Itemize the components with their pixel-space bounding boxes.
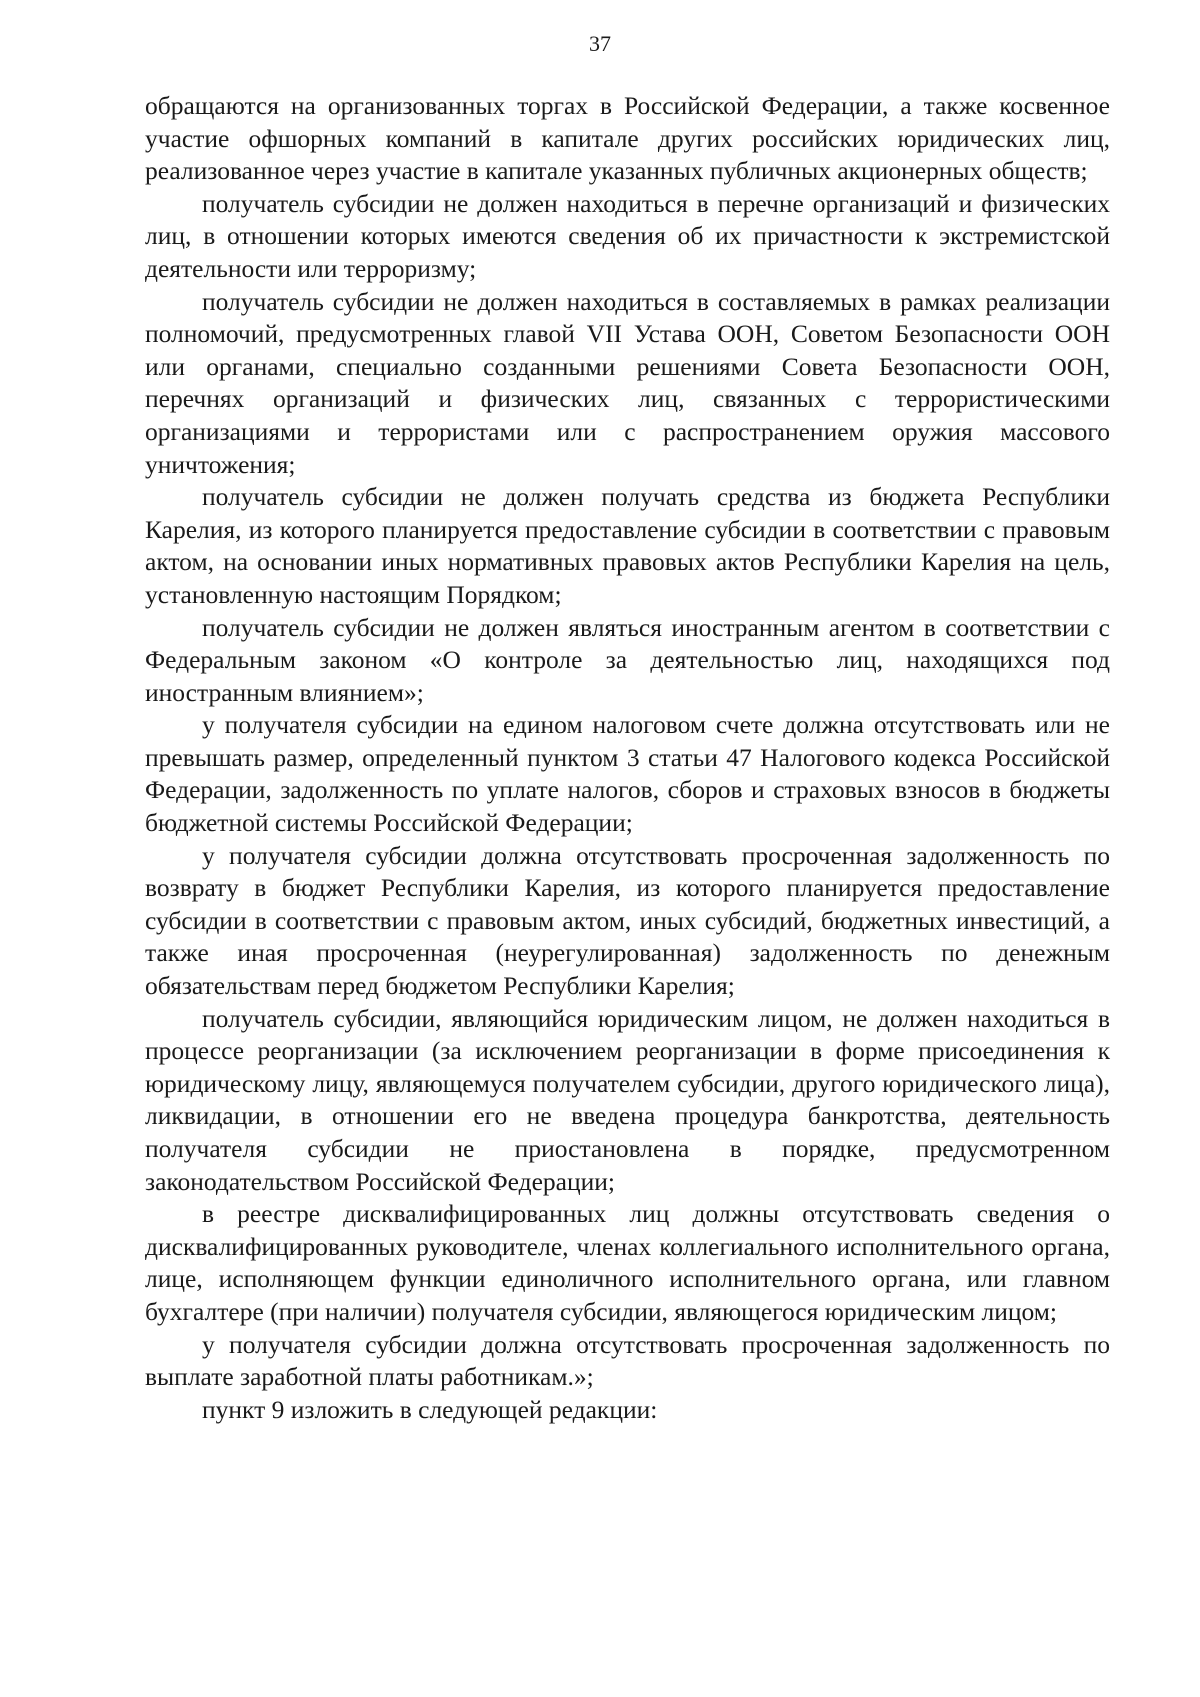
paragraph-extremism-list: получатель субсидии не должен находиться в перечне организаций и физических лиц, в отношении которых имеются сведения об их причастности к экстремистской деятельности или терроризму; [145,188,1110,283]
document-body [145,90,1110,1426]
paragraph-wage-arrears: у получателя субсидии должна отсутствовать просроченная задолженность по выплате заработной платы работникам.»; [145,1329,1110,1392]
paragraph-offshore-participation: обращаются на организованных торгах в Российской Федерации, а также косвенное участие офшорных компаний в капитале других российских юридических лиц, реализованное через участие в капитале указанных публичных акционерных обществ; [145,91,1110,186]
paragraph-tax-debt: у получателя субсидии на едином налоговом счете должна отсутствовать или не превышать размер, определенный пунктом 3 статьи 47 Налогового кодекса Российской Федерации, задолженность по уплате налогов, сборов и страховых взносов в бюджеты бюджетной системы Российской Федерации; [145,710,1110,838]
paragraph-overdue-budget-debt: у получателя субсидии должна отсутствовать просроченная задолженность по возврату в бюджет Республики Карелия, из которого планируется предоставление субсидии в соответствии с правовым актом, иных субсидий, бюджетных инвестиций, а также иная просроченная (неурегулированная) задолженность по денежным обязательствам перед бюджетом Республики Карелия; [145,840,1110,1001]
paragraph-disqualified-persons: в реестре дисквалифицированных лиц должны отсутствовать сведения о дисквалифицированных руководителе, членах коллегиального исполнительного органа, лице, исполняющем функции единоличного исполнительного органа, или главном бухгалтере (при наличии) получателя субсидии, являющегося юридическим лицом; [145,1199,1110,1326]
paragraph-item-9-new-edition: пункт 9 изложить в следующей редакции: [202,1394,658,1424]
paragraph-foreign-agent: получатель субсидии не должен являться иностранным агентом в соответствии с Федеральным законом «О контроле за деятельностью лиц, находящихся под иностранным влиянием»; [145,612,1110,707]
page-number: 37 [589,31,611,56]
paragraph-un-security-council-list: получатель субсидии не должен находиться в составляемых в рамках реализации полномочий, предусмотренных главой VII Устава ООН, Советом Безопасности ООН или органами, специально созданными решениями Совета Безопасности ООН, перечнях организаций и физических лиц, связанных с террористическими организациями и террористами или с распространением оружия массового уничтожения; [145,286,1110,479]
paragraph-reorganization: получатель субсидии, являющийся юридическим лицом, не должен находиться в процессе реорганизации (за исключением реорганизации в форме присоединения к юридическому лицу, являющемуся получателем субсидии, другого юридического лица), ликвидации, в отношении его не введена процедура банкротства, деятельность получателя субсидии не приостановлена в порядке, предусмотренном законодательством Российской Федерации; [145,1003,1110,1196]
paragraph-no-budget-funds: получатель субсидии не должен получать средства из бюджета Республики Карелия, из которого планируется предоставление субсидии в соответствии с правовым актом, на основании иных нормативных правовых актов Республики Карелия на цель, установленную настоящим Порядком; [145,482,1110,609]
